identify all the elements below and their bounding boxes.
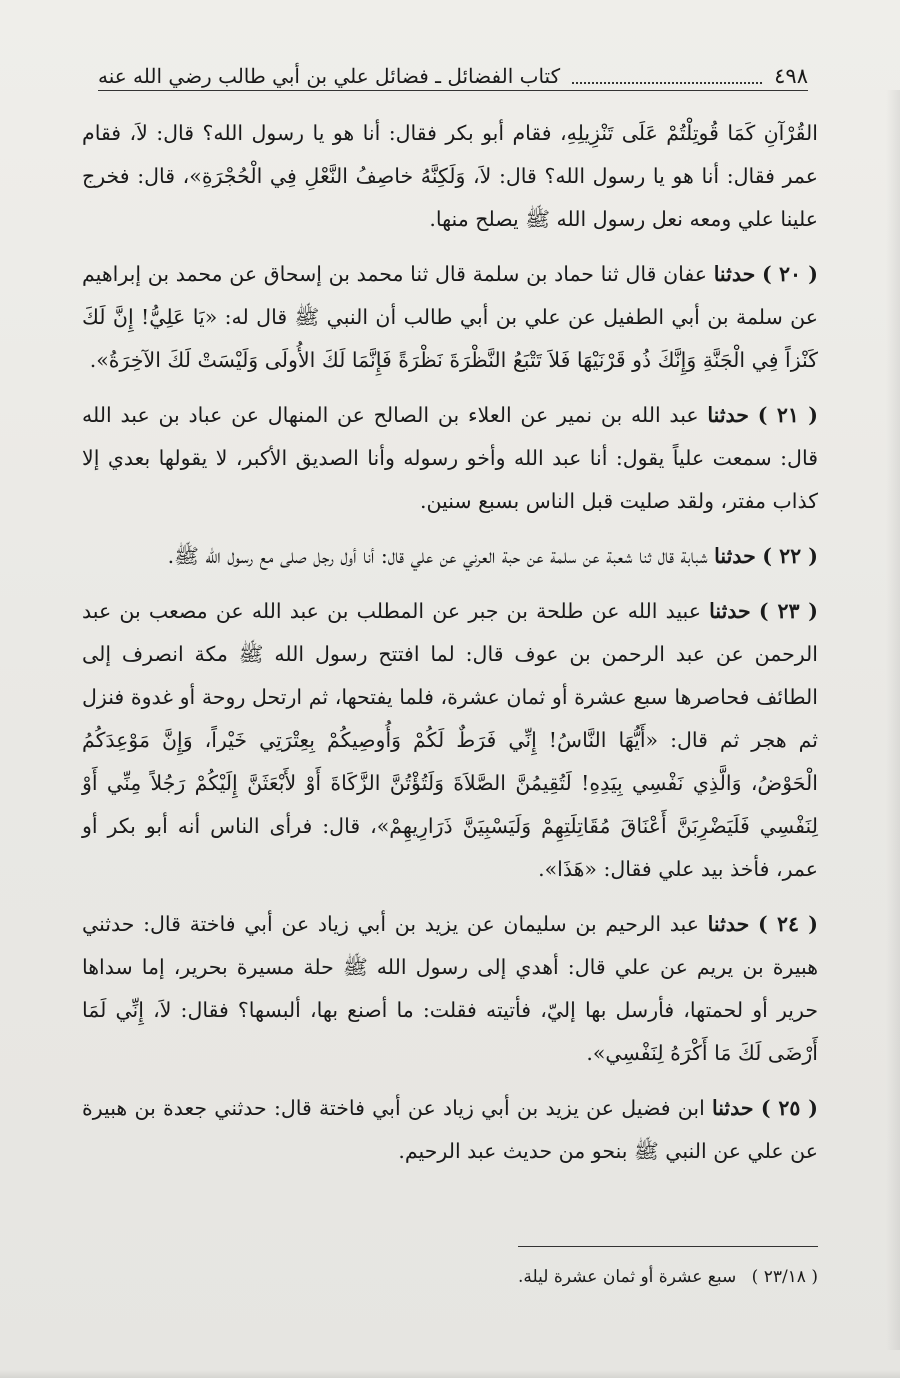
paragraph-text: القُرْآنِ كَمَا قُوتِلْتُمْ عَلَى تَنْزِيلِهِ، فقام أبو بكر فقال: أنا هو يا رسول الله؟ قال: لاَ، فقام عمر فقال: أنا هو يا رسول الله؟ قال: لاَ، وَلَكِنَّهُ خاصِفُ النَّعْلِ فِي الْحُجْرَةِ»، قال: فخرج علينا علي ومعه نعل رسول الله ﷺ يصلح منها.: [82, 121, 818, 231]
hadith-21: [82, 394, 818, 523]
hadith-number: ( ٢٤ ): [757, 912, 818, 936]
hadith-22: [82, 535, 818, 578]
page-bottom-edge: [0, 1370, 900, 1378]
running-header: [98, 56, 808, 91]
hadith-lead: حدثنا: [709, 599, 751, 623]
footnote-text: سبع عشرة أو ثمان عشرة ليلة.: [517, 1267, 737, 1287]
hadith-lead: حدثنا: [713, 262, 756, 286]
page-edge-shadow: [886, 90, 900, 1350]
hadith-number: ( ٢٢ ): [762, 544, 818, 568]
paragraph-text: عبد الرحيم بن سليمان عن يزيد بن أبي زياد عن أبي فاختة قال: حدثني هبيرة بن يريم عن علي قال: أهدي إلى رسول الله ﷺ حلة مسيرة بحرير، إما سداها حرير أو لحمتها، فأرسل بها إليّ، فأتيته فقلت: ما أصنع بها، ألبسها؟ فقال: لاَ، إِنِّي لَمَا أَرْضَى لَكَ مَا أَكْرَهُ لِنَفْسِي».: [82, 912, 818, 1065]
hadith-number: ( ٢١ ): [757, 403, 818, 427]
hadith-lead: حدثنا: [714, 544, 756, 568]
hadith-lead: حدثنا: [712, 1096, 754, 1120]
hadith-number: ( ٢٥ ): [760, 1096, 818, 1120]
paragraph-text: ابن فضيل عن يزيد بن أبي زياد عن أبي فاختة قال: حدثني جعدة بن هبيرة عن علي عن النبي ﷺ بنحو من حديث عبد الرحيم.: [82, 1096, 818, 1163]
hadith-lead: حدثنا: [707, 403, 749, 427]
page-number: ٤٩٨: [774, 64, 808, 88]
footnote: [518, 1264, 818, 1290]
hadith-number: ( ٢٣ ): [758, 599, 818, 623]
hadith-number: ( ٢٠ ): [761, 262, 818, 286]
hadith-24: [82, 903, 818, 1075]
paragraph-text: عفان قال ثنا حماد بن سلمة قال ثنا محمد بن إسحاق عن محمد بن إبراهيم عن سلمة بن أبي الطفيل عن علي بن أبي طالب أن النبي ﷺ قال له: «يَا عَلِيُّ! إِنَّ لَكَ كَنْزاً فِي الْجَنَّةِ وَإِنَّكَ ذُو قَرْنَيْهَا فَلاَ تَتْبَعُ النَّظْرَةَ نَظْرَةً فَإِنَّمَا لَكَ الأُولَى وَلَيْسَتْ لَكَ الآخِرَةُ».: [82, 262, 818, 372]
hadith-23: [82, 590, 818, 891]
paragraph-text: شبابة قال ثنا شعبة عن سلمة عن حبة العرني عن علي قال: أنا أول رجل صلى مع رسول الله ﷺ.: [167, 544, 708, 568]
paragraph-text: عبد الله بن نمير عن العلاء بن الصالح عن المنهال عن عباد بن عبد الله قال: سمعت علياً يقول: أنا عبد الله وأخو رسوله وأنا الصديق الأكبر، لا يقولها بعدي إلا كذاب مفتر، ولقد صليت قبل الناس بسبع سنين.: [82, 403, 818, 513]
header-leader-dots: [572, 81, 762, 84]
paragraph-text: عبيد الله عن طلحة بن جبر عن المطلب بن عبد الله عن مصعب بن عبد الرحمن عن عبد الرحمن بن عوف قال: لما افتتح رسول الله ﷺ مكة انصرف إلى الطائف فحاصرها سبع عشرة أو ثمان عشرة، فلما يفتحها، ثم ارتحل روحة أو غدوة فنزل ثم هجر ثم قال: «أَيُّهَا النَّاسُ! إِنِّي فَرَطٌ لَكُمْ وَأُوصِيكُمْ بِعِتْرَتِي خَيْراً، وَإِنَّ مَوْعِدَكُمُ الْحَوْضُ، وَالَّذِي نَفْسِي بِيَدِهِ! لَتُقِيمُنَّ الصَّلاَةَ وَلَتُؤْتُنَّ الزَّكَاةَ أَوْ لأَبْعَثَنَّ إِلَيْكُمْ رَجُلاً مِنِّي أَوْ لِنَفْسِي فَلَيَضْرِبَنَّ أَعْنَاقَ مُقَاتِلَتِهِمْ وَلَيَسْبِيَنَّ ذَرَارِيهِمْ»، قال: فرأى الناس أنه أبو بكر أو عمر، فأخذ بيد علي فقال: «هَذَا».: [82, 599, 818, 881]
hadith-continuation: [82, 112, 818, 241]
hadith-lead: حدثنا: [707, 912, 750, 936]
main-text: [82, 112, 818, 1185]
header-title: كتاب الفضائل ـ فضائل علي بن أبي طالب رضي الله عنه: [98, 64, 561, 88]
footnote-reference: ( ٢٣/١٨ ): [751, 1267, 818, 1287]
footnote-separator: [518, 1246, 818, 1247]
hadith-20: [82, 253, 818, 382]
hadith-25: [82, 1087, 818, 1173]
